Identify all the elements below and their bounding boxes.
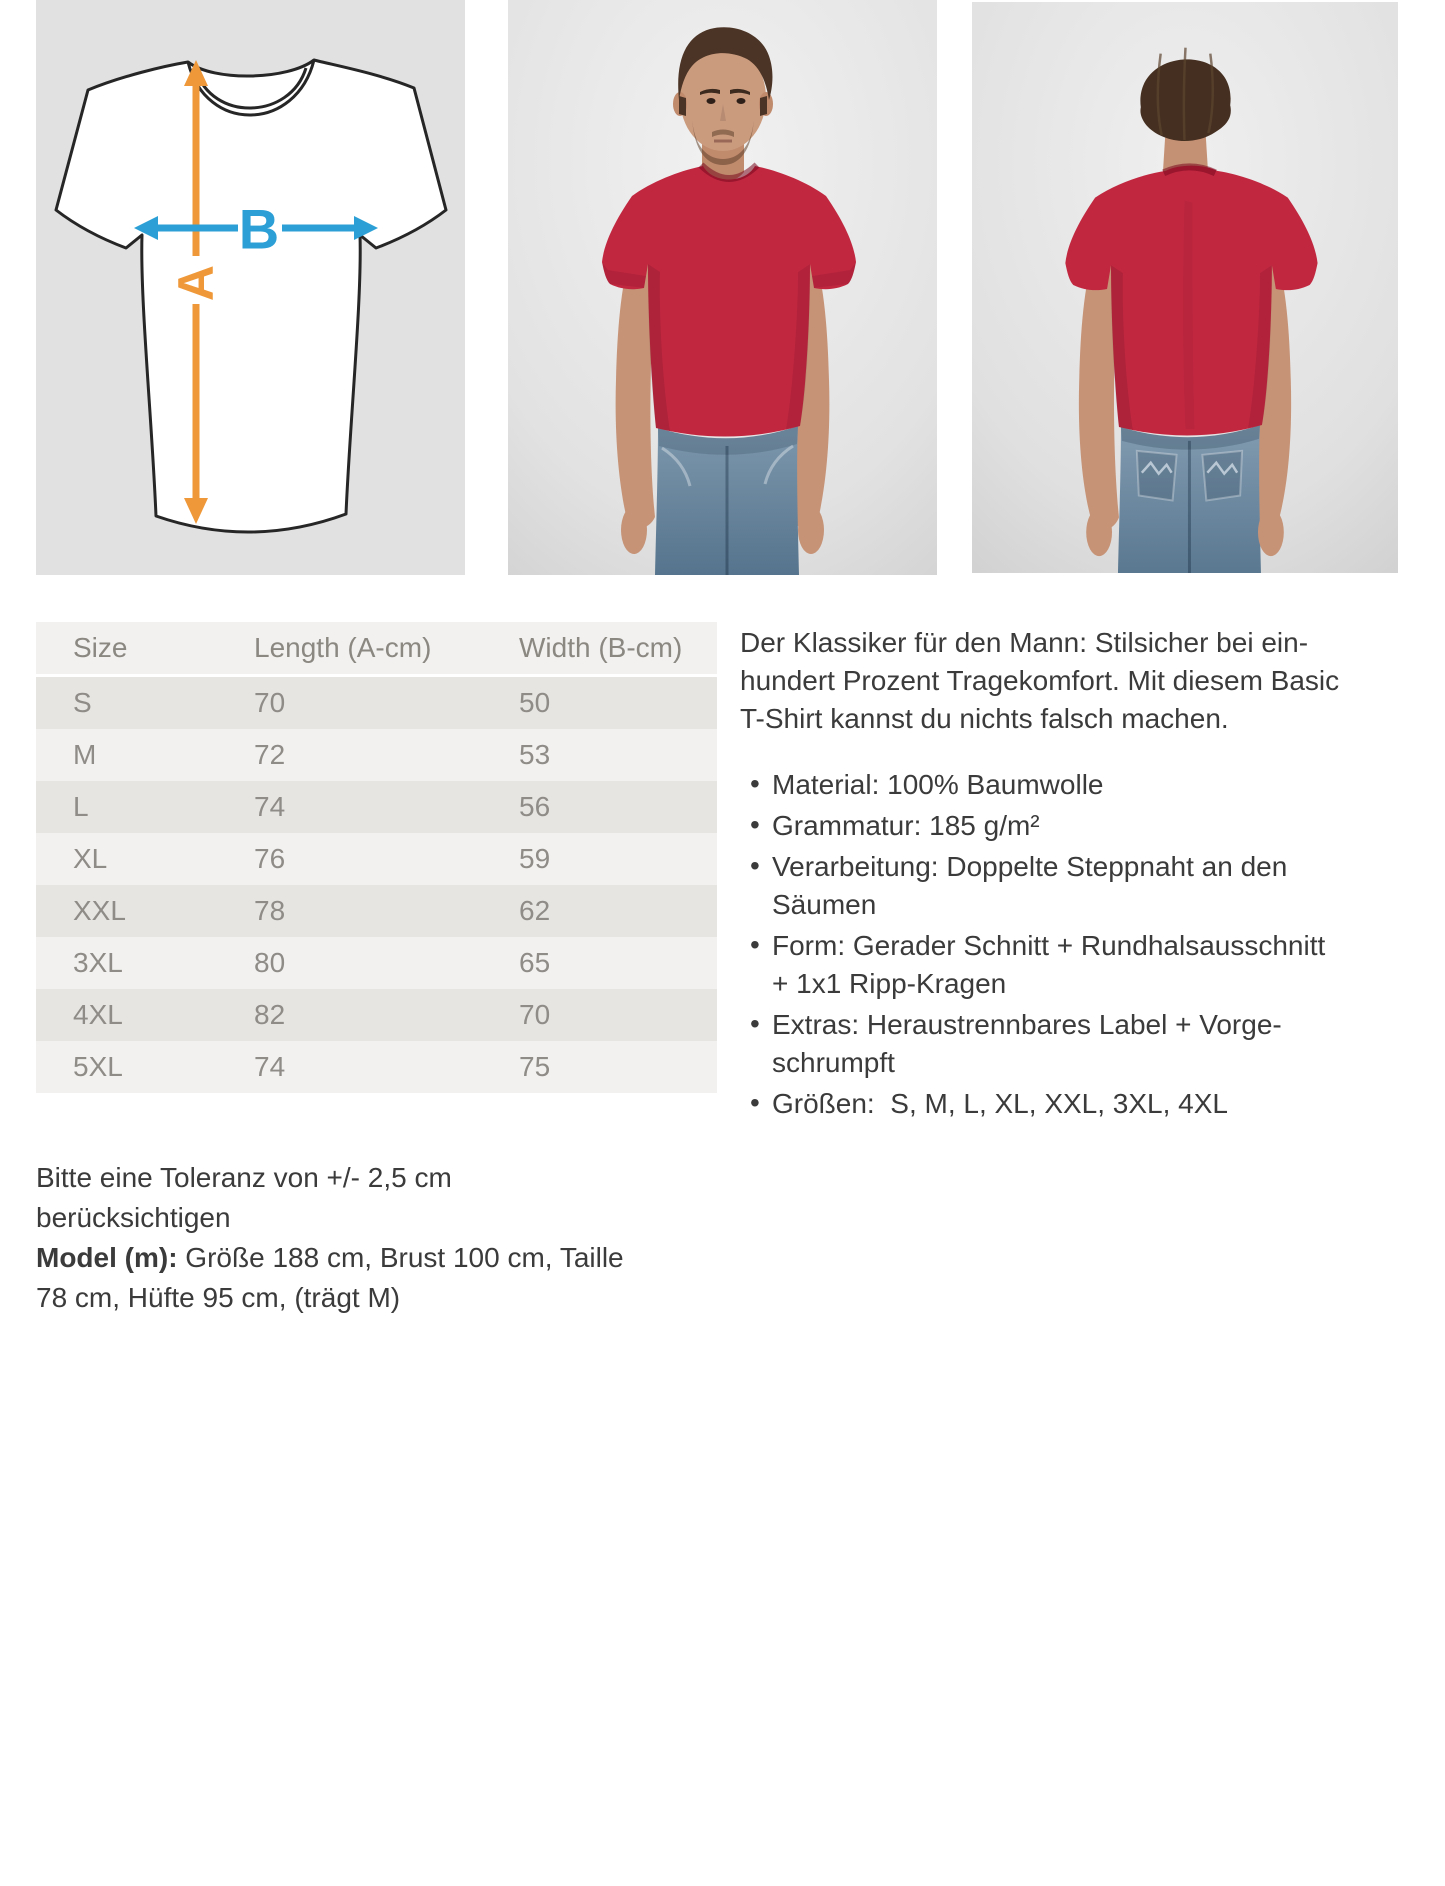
bullet-icon: • [750, 809, 760, 840]
list-item: • Größen: S, M, L, XL, XXL, 3XL, 4XL [740, 1085, 1346, 1123]
table-row: XXL 78 62 [36, 885, 717, 937]
model-measurements: Größe 188 cm, Brust 100 cm, Taille 78 cm, Hüfte 95 cm, (trägt M) [36, 1242, 624, 1313]
size-diagram-panel [36, 0, 465, 575]
col-header-length: Length (A-cm) [254, 622, 519, 676]
tshirt-measurement-diagram-icon [36, 0, 465, 575]
length-label-a: A [168, 264, 224, 302]
feature-list [740, 766, 1346, 1123]
list-item: • Material: 100% Baumwolle [740, 766, 1346, 804]
model-back-illustration [972, 0, 1398, 575]
product-photo-back [972, 0, 1398, 575]
model-label: Model (m): [36, 1242, 178, 1273]
table-row: 5XL 74 75 [36, 1041, 717, 1093]
tshirt-outline [56, 60, 446, 532]
model-front-illustration [508, 0, 937, 575]
description-intro: Der Klassiker für den Mann: Stilsicher bei einhundert Prozent Tragekomfort. Mit diesem Basic T-Shirt kannst du nichts falsch machen. [740, 627, 1340, 734]
size-table-header-row [36, 622, 717, 676]
list-item: • Grammatur: 185 g/m² [740, 807, 1346, 845]
table-row: XL 76 59 [36, 833, 717, 885]
bullet-icon: • [750, 929, 760, 960]
tolerance-text: Bitte eine Toleranz von +/- 2,5 cm berücksichtigen [36, 1162, 452, 1233]
product-photo-front [508, 0, 937, 575]
list-item: • Verarbeitung: Doppelte Steppnaht an den Säumen [740, 848, 1346, 924]
bullet-icon: • [750, 850, 760, 881]
bullet-icon: • [750, 768, 760, 799]
table-row: L 74 56 [36, 781, 717, 833]
product-description [740, 624, 1346, 1126]
bullet-icon: • [750, 1008, 760, 1039]
table-row: S 70 50 [36, 676, 717, 730]
table-row: M 72 53 [36, 729, 717, 781]
table-row: 4XL 82 70 [36, 989, 717, 1041]
list-item: • Form: Gerader Schnitt + Rundhalsausschnitt + 1x1 Ripp-Kragen [740, 927, 1346, 1003]
col-header-width: Width (B-cm) [519, 622, 717, 676]
list-item: • Extras: Heraustrennbares Label + Vorgeschrumpft [740, 1006, 1346, 1082]
width-label-b: B [238, 197, 280, 261]
bullet-icon: • [750, 1087, 760, 1118]
col-header-size: Size [36, 622, 254, 676]
size-table [36, 622, 717, 1093]
table-row: 3XL 80 65 [36, 937, 717, 989]
tolerance-note [36, 1158, 636, 1318]
